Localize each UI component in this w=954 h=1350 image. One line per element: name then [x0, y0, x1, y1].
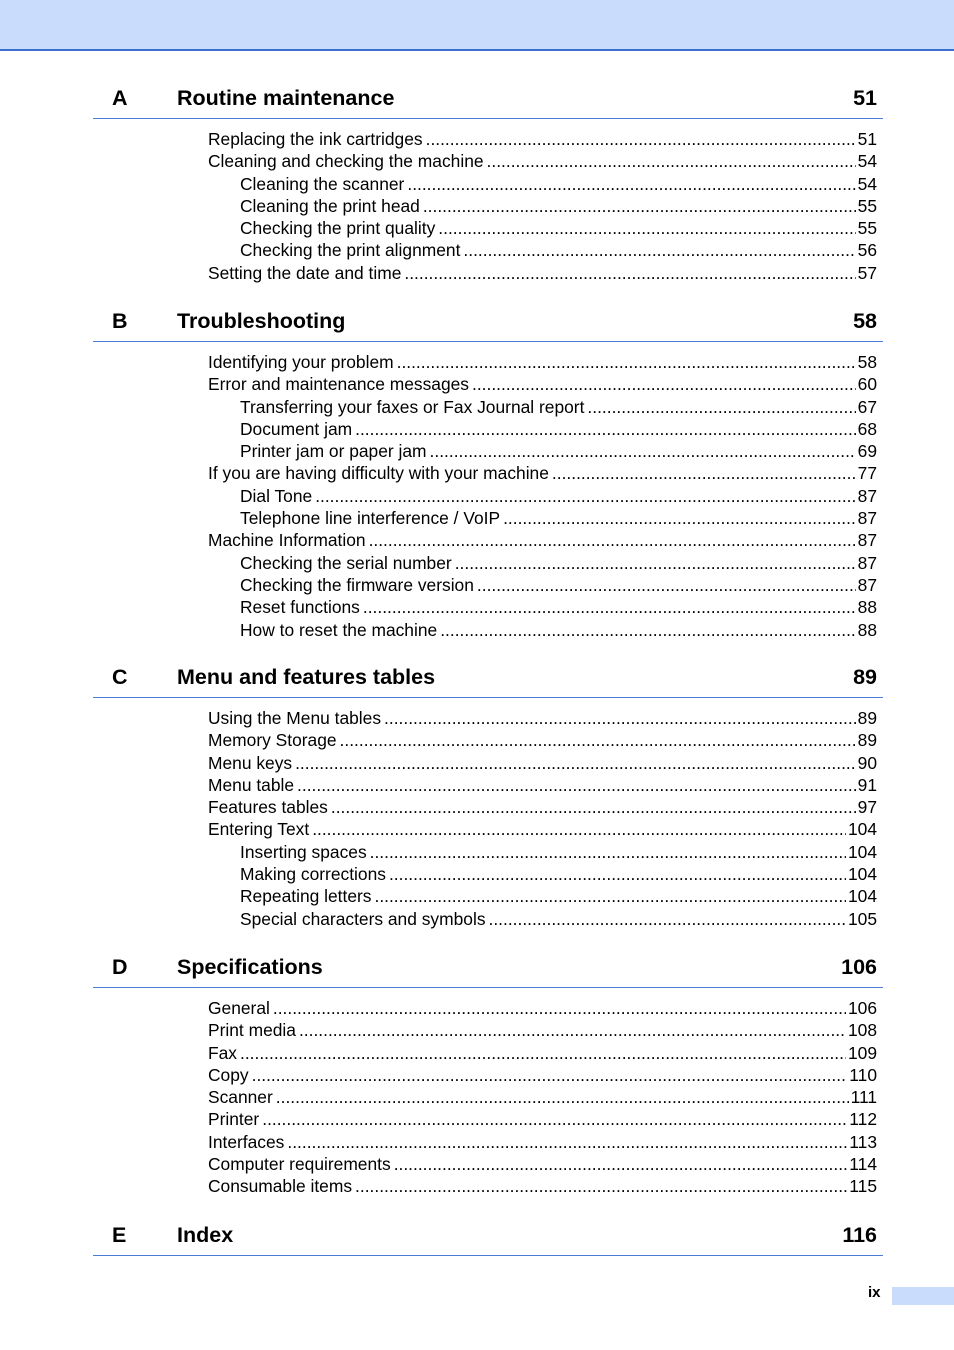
- section-heading[interactable]: [93, 307, 883, 342]
- section-page: 116: [842, 1223, 877, 1247]
- toc-entry[interactable]: [93, 195, 883, 217]
- header-band: [0, 0, 954, 51]
- entry-title: Replacing the ink cartridges: [208, 129, 423, 149]
- dot-leader: [503, 507, 856, 529]
- toc-section: [93, 84, 883, 284]
- entry-title: Cleaning the scanner: [240, 173, 405, 194]
- entry-title: Dial Tone: [240, 485, 313, 506]
- entry-list: [93, 997, 883, 1198]
- entry-title: Setting the date and time: [208, 262, 402, 283]
- toc-entry[interactable]: [93, 1064, 883, 1086]
- entry-title: How to reset the machine: [240, 619, 438, 640]
- entry-title: Checking the firmware version: [240, 574, 474, 595]
- toc-entry[interactable]: [93, 128, 883, 150]
- entry-title: Checking the serial number: [240, 552, 452, 573]
- dot-leader: [363, 596, 856, 618]
- dot-leader: [423, 195, 856, 217]
- entry-title: Machine Information: [208, 530, 366, 551]
- entry-title: Checking the print alignment: [240, 240, 461, 261]
- section-letter: A: [112, 86, 128, 110]
- entry-page: 104: [847, 819, 877, 840]
- section-title: Routine maintenance: [177, 86, 395, 110]
- entry-page: 87: [857, 508, 877, 529]
- dot-leader: [438, 217, 855, 239]
- toc-entry[interactable]: [93, 729, 883, 751]
- dot-leader: [397, 351, 856, 373]
- entry-title: Printer: [208, 1109, 260, 1130]
- entry-page: 113: [849, 1131, 877, 1152]
- toc-entry[interactable]: [93, 552, 883, 574]
- toc-entry[interactable]: [93, 1175, 883, 1197]
- entry-page: 104: [847, 864, 877, 885]
- entry-page: 56: [857, 240, 877, 261]
- dot-leader: [552, 462, 856, 484]
- entry-title: Inserting spaces: [240, 841, 367, 862]
- entry-title: Cleaning and checking the machine: [208, 151, 484, 172]
- toc-section: [93, 1221, 883, 1265]
- entry-title: Scanner: [208, 1087, 273, 1108]
- entry-title: Making corrections: [240, 864, 386, 885]
- entry-title: Fax: [208, 1042, 237, 1063]
- toc-entry[interactable]: [93, 1042, 883, 1064]
- entry-title: Special characters and symbols: [240, 908, 486, 929]
- dot-leader: [331, 796, 856, 818]
- dot-leader: [384, 707, 856, 729]
- dot-leader: [315, 485, 855, 507]
- entry-title: Using the Menu tables: [208, 708, 382, 728]
- toc-entry[interactable]: [93, 1108, 883, 1130]
- entry-title: Entering Text: [208, 819, 310, 840]
- entry-page: 87: [857, 485, 877, 506]
- dot-leader: [262, 1108, 847, 1130]
- entry-title: Menu table: [208, 774, 295, 795]
- toc-entry[interactable]: [93, 440, 883, 462]
- footer-tab: [892, 1287, 954, 1305]
- section-title: Index: [177, 1223, 234, 1247]
- entry-page: 54: [857, 173, 877, 194]
- toc-entry[interactable]: [93, 841, 883, 863]
- dot-leader: [404, 262, 855, 284]
- entry-page: 55: [857, 195, 877, 216]
- entry-title: Transferring your faxes or Fax Journal report: [240, 396, 585, 417]
- entry-page: 108: [847, 1020, 877, 1041]
- dot-leader: [287, 1131, 847, 1153]
- entry-title: General: [208, 998, 270, 1018]
- toc-entry[interactable]: [93, 1153, 883, 1175]
- entry-page: 87: [857, 574, 877, 595]
- dot-leader: [407, 173, 855, 195]
- dot-leader: [240, 1042, 846, 1064]
- dot-leader: [374, 885, 846, 907]
- entry-list: [93, 707, 883, 930]
- entry-page: 60: [857, 374, 877, 395]
- entry-list: [93, 128, 883, 284]
- section-letter: D: [112, 955, 128, 979]
- toc-entry[interactable]: [93, 796, 883, 818]
- section-page: 89: [853, 665, 877, 689]
- entry-title: Cleaning the print head: [240, 195, 420, 216]
- entry-title: Menu keys: [208, 752, 293, 773]
- entry-title: Computer requirements: [208, 1154, 391, 1175]
- entry-page: 68: [857, 418, 877, 439]
- entry-page: 90: [857, 752, 877, 773]
- toc-entry[interactable]: [93, 908, 883, 930]
- toc-entry[interactable]: [93, 418, 883, 440]
- entry-page: 112: [849, 1109, 877, 1130]
- toc-entry[interactable]: [93, 997, 883, 1019]
- entry-title: Copy: [208, 1064, 249, 1085]
- toc-entry[interactable]: [93, 863, 883, 885]
- entry-page: 115: [849, 1176, 877, 1197]
- entry-page: 67: [857, 396, 877, 417]
- toc-entry[interactable]: [93, 217, 883, 239]
- entry-page: 69: [857, 441, 877, 462]
- section-letter: E: [112, 1223, 127, 1247]
- toc-entry[interactable]: [93, 619, 883, 641]
- dot-leader: [455, 552, 856, 574]
- toc-entry[interactable]: [93, 173, 883, 195]
- entry-title: Error and maintenance messages: [208, 374, 469, 395]
- entry-page: 111: [850, 1087, 877, 1108]
- dot-leader: [394, 1153, 848, 1175]
- dot-leader: [355, 1175, 847, 1197]
- dot-leader: [297, 774, 856, 796]
- entry-list: [93, 351, 883, 641]
- entry-title: Reset functions: [240, 597, 360, 618]
- toc-entry[interactable]: [93, 818, 883, 840]
- section-letter: C: [112, 665, 128, 689]
- toc-entry[interactable]: [93, 574, 883, 596]
- entry-title: Repeating letters: [240, 886, 372, 907]
- section-heading[interactable]: [93, 84, 883, 119]
- entry-page: 109: [847, 1042, 877, 1063]
- toc-entry[interactable]: [93, 774, 883, 796]
- entry-title: Consumable items: [208, 1176, 353, 1197]
- entry-page: 114: [849, 1154, 877, 1175]
- toc-entry[interactable]: [93, 262, 883, 284]
- dot-leader: [340, 729, 856, 751]
- toc-entry[interactable]: [93, 485, 883, 507]
- toc-section: [93, 953, 883, 1198]
- entry-page: 106: [847, 998, 877, 1018]
- entry-page: 88: [857, 619, 877, 640]
- entry-page: 97: [857, 797, 877, 818]
- toc-entry[interactable]: [93, 462, 883, 484]
- toc-entry[interactable]: [93, 373, 883, 395]
- entry-page: 58: [857, 352, 877, 372]
- toc-entry[interactable]: [93, 507, 883, 529]
- dot-leader: [355, 418, 856, 440]
- toc-entry[interactable]: [93, 351, 883, 373]
- dot-leader: [299, 1019, 846, 1041]
- entry-page: 55: [857, 218, 877, 239]
- dot-leader: [440, 619, 855, 641]
- entry-title: Print media: [208, 1020, 296, 1041]
- toc-entry[interactable]: [93, 529, 883, 551]
- dot-leader: [273, 997, 846, 1019]
- entry-page: 105: [847, 908, 877, 929]
- toc-entry[interactable]: [93, 1086, 883, 1108]
- entry-page: 89: [857, 708, 877, 728]
- section-title: Menu and features tables: [177, 665, 436, 689]
- entry-title: Document jam: [240, 418, 353, 439]
- toc-section: [93, 307, 883, 641]
- entry-page: 110: [849, 1064, 877, 1085]
- dot-leader: [477, 574, 856, 596]
- entry-page: 88: [857, 597, 877, 618]
- dot-leader: [587, 396, 855, 418]
- section-letter: B: [112, 309, 128, 333]
- toc-entry[interactable]: [93, 752, 883, 774]
- dot-leader: [426, 128, 856, 150]
- entry-page: 87: [857, 552, 877, 573]
- entry-page: 91: [857, 774, 877, 795]
- dot-leader: [370, 841, 846, 863]
- section-heading[interactable]: [93, 663, 883, 698]
- toc-entry[interactable]: [93, 396, 883, 418]
- dot-leader: [487, 150, 856, 172]
- entry-page: 104: [847, 841, 877, 862]
- section-heading[interactable]: [93, 953, 883, 988]
- entry-page: 54: [857, 151, 877, 172]
- entry-title: Memory Storage: [208, 730, 337, 751]
- section-page: 106: [841, 955, 877, 979]
- dot-leader: [369, 529, 856, 551]
- section-title: Specifications: [177, 955, 323, 979]
- dot-leader: [463, 239, 855, 261]
- dot-leader: [252, 1064, 848, 1086]
- toc-entry[interactable]: [93, 1019, 883, 1041]
- toc-section: [93, 663, 883, 930]
- entry-title: Features tables: [208, 797, 328, 818]
- section-heading[interactable]: [93, 1221, 883, 1256]
- entry-page: 104: [847, 886, 877, 907]
- section-page: 51: [853, 86, 877, 110]
- entry-page: 89: [857, 730, 877, 751]
- entry-title: Checking the print quality: [240, 218, 436, 239]
- entry-page: 77: [857, 463, 877, 484]
- dot-leader: [312, 818, 846, 840]
- section-page: 58: [853, 309, 877, 333]
- toc-entry[interactable]: [93, 885, 883, 907]
- toc-entry[interactable]: [93, 239, 883, 261]
- entry-title: Printer jam or paper jam: [240, 441, 427, 462]
- dot-leader: [489, 908, 846, 930]
- entry-title: If you are having difficulty with your machine: [208, 463, 549, 484]
- toc-entry[interactable]: [93, 707, 883, 729]
- page-number: ix: [868, 1284, 881, 1301]
- dot-leader: [295, 752, 856, 774]
- dot-leader: [430, 440, 856, 462]
- dot-leader: [389, 863, 846, 885]
- entry-title: Telephone line interference / VoIP: [240, 508, 501, 529]
- toc-entry[interactable]: [93, 1131, 883, 1153]
- toc-entry[interactable]: [93, 596, 883, 618]
- dot-leader: [276, 1086, 849, 1108]
- entry-page: 51: [857, 129, 877, 149]
- entry-page: 57: [857, 262, 877, 283]
- dot-leader: [472, 373, 856, 395]
- toc-entry[interactable]: [93, 150, 883, 172]
- entry-page: 87: [857, 530, 877, 551]
- section-title: Troubleshooting: [177, 309, 346, 333]
- entry-title: Interfaces: [208, 1131, 285, 1152]
- entry-title: Identifying your problem: [208, 352, 394, 372]
